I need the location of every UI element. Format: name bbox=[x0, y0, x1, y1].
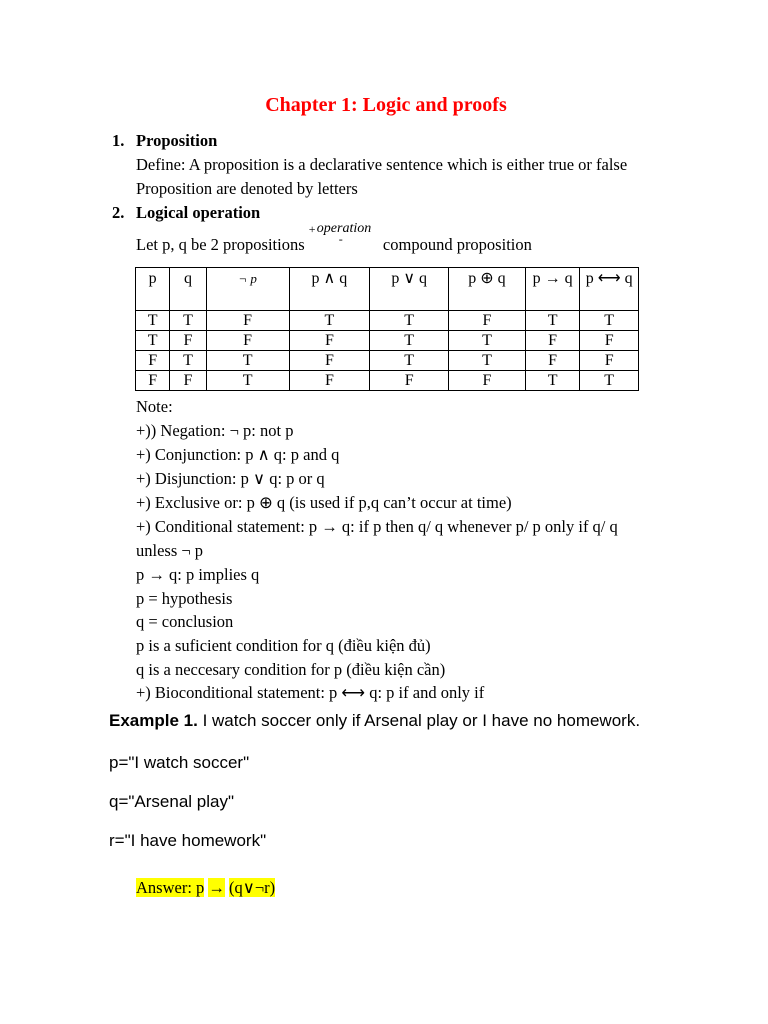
header-implies: p → q bbox=[525, 268, 580, 311]
table-cell: F bbox=[136, 371, 170, 391]
operation-word: operation bbox=[316, 221, 372, 236]
answer-or: ∨ bbox=[242, 878, 255, 897]
table-cell: T bbox=[370, 331, 449, 351]
definition-p: p="I watch soccer" bbox=[109, 753, 250, 772]
header-and: p ∧ q bbox=[289, 268, 370, 311]
note-conjunction: +) Conjunction: p ∧ q: p and q bbox=[136, 445, 340, 464]
table-cell: T bbox=[449, 331, 526, 351]
example-text: I watch soccer only if Arsenal play or I have no homework. bbox=[202, 711, 641, 730]
table-cell: T bbox=[289, 311, 370, 331]
table-row bbox=[136, 371, 639, 391]
operation-line bbox=[136, 221, 532, 255]
note-conclusion: q = conclusion bbox=[136, 612, 234, 631]
answer-neg: ¬r) bbox=[254, 878, 276, 897]
table-cell: T bbox=[206, 371, 289, 391]
header-not-p: ¬ p bbox=[206, 268, 289, 311]
section-1-heading: Proposition bbox=[136, 131, 218, 150]
page-title: Chapter 1: Logic and proofs bbox=[265, 94, 507, 116]
section-1-number: 1. bbox=[112, 131, 125, 150]
note-conditional: +) Conditional statement: p → q: if p then q/ q whenever p/ p only if q/ q bbox=[136, 517, 618, 536]
table-cell: F bbox=[580, 331, 639, 351]
answer-line bbox=[136, 878, 275, 898]
table-cell: F bbox=[206, 331, 289, 351]
table-row bbox=[136, 311, 639, 331]
table-cell: T bbox=[449, 351, 526, 371]
table-cell: T bbox=[580, 371, 639, 391]
operation-line-before: Let p, q be 2 propositions bbox=[136, 235, 305, 254]
note-sufficient: p is a suficient condition for q (điều kiện đủ) bbox=[136, 636, 431, 655]
definition-r: r="I have homework" bbox=[109, 831, 267, 850]
note-exclusive-or: +) Exclusive or: p ⊕ q (is used if p,q can’t occur at time) bbox=[136, 493, 512, 512]
header-or: p ∨ q bbox=[370, 268, 449, 311]
table-cell: F bbox=[170, 371, 206, 391]
table-cell: F bbox=[580, 351, 639, 371]
table-cell: T bbox=[580, 311, 639, 331]
table-cell: T bbox=[206, 351, 289, 371]
header-xor: p ⊕ q bbox=[449, 268, 526, 311]
note-necessary: q is a neccesary condition for p (điều kiện cần) bbox=[136, 660, 446, 679]
note-label: Note: bbox=[136, 397, 173, 416]
table-cell: F bbox=[289, 351, 370, 371]
operation-line-after: compound proposition bbox=[382, 235, 532, 254]
note-biconditional: +) Bioconditional statement: p ⟷ q: p if and only if bbox=[136, 683, 485, 702]
answer-label: Answer: p bbox=[136, 878, 205, 897]
note-negation: +)) Negation: ¬ p: not p bbox=[136, 421, 294, 440]
table-cell: F bbox=[289, 371, 370, 391]
table-cell: F bbox=[449, 311, 526, 331]
note-disjunction: +) Disjunction: p ∨ q: p or q bbox=[136, 469, 325, 488]
answer-arrow: → bbox=[208, 878, 225, 897]
table-cell: T bbox=[136, 311, 170, 331]
truth-table bbox=[135, 267, 639, 391]
table-cell: F bbox=[170, 331, 206, 351]
example-label: Example 1. bbox=[109, 711, 198, 730]
section-2-number: 2. bbox=[112, 203, 125, 222]
definition-q: q="Arsenal play" bbox=[109, 792, 235, 811]
table-cell: F bbox=[206, 311, 289, 331]
table-cell: F bbox=[136, 351, 170, 371]
truth-table-header-row bbox=[136, 268, 639, 311]
table-cell: F bbox=[525, 351, 580, 371]
table-cell: T bbox=[525, 371, 580, 391]
header-p: p bbox=[136, 268, 170, 311]
table-cell: T bbox=[370, 351, 449, 371]
table-cell: F bbox=[370, 371, 449, 391]
table-cell: T bbox=[370, 311, 449, 331]
answer-paren-open: (q bbox=[229, 878, 243, 897]
table-cell: F bbox=[289, 331, 370, 351]
table-cell: T bbox=[170, 311, 206, 331]
proposition-definition: Define: A proposition is a declarative sentence which is either true or false bbox=[136, 155, 628, 174]
table-row bbox=[136, 351, 639, 371]
operation-plus: + bbox=[308, 222, 316, 236]
header-q: q bbox=[170, 268, 206, 311]
operation-symbol bbox=[308, 221, 379, 250]
note-conditional-cont: unless ¬ p bbox=[136, 541, 204, 560]
proposition-denoted: Proposition are denoted by letters bbox=[136, 179, 358, 198]
note-implies: p → q: p implies q bbox=[136, 565, 260, 584]
example-line bbox=[109, 711, 640, 731]
table-cell: T bbox=[170, 351, 206, 371]
table-cell: F bbox=[449, 371, 526, 391]
table-cell: T bbox=[136, 331, 170, 351]
header-iff: p ⟷ q bbox=[580, 268, 639, 311]
section-2-heading: Logical operation bbox=[136, 203, 261, 222]
table-cell: T bbox=[525, 311, 580, 331]
table-cell: F bbox=[525, 331, 580, 351]
table-row bbox=[136, 331, 639, 351]
note-hypothesis: p = hypothesis bbox=[136, 589, 233, 608]
operation-minus: - bbox=[338, 232, 343, 246]
